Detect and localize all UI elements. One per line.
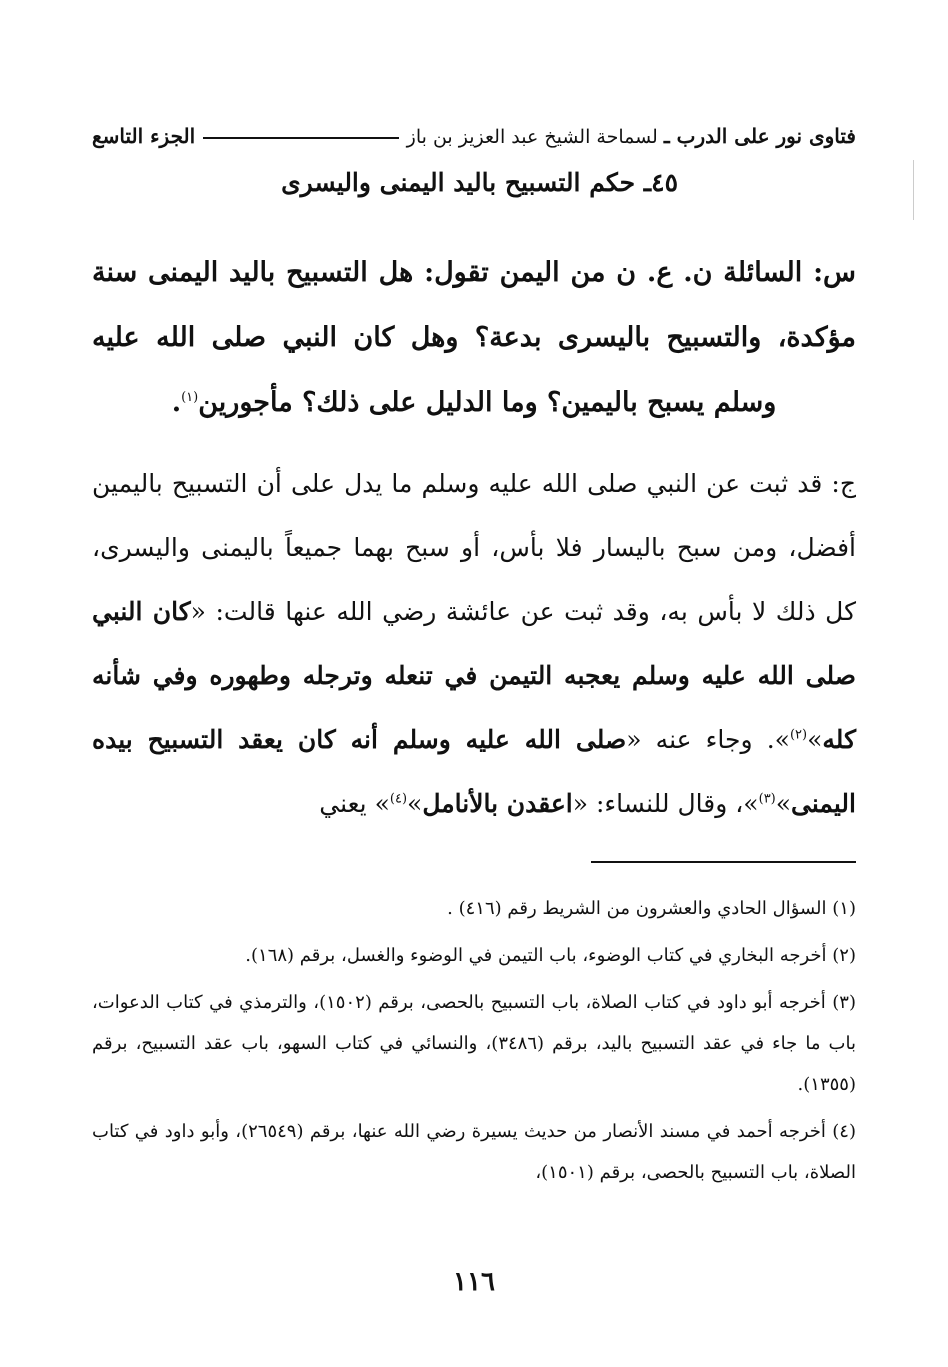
footnote-ref-1: (١) (181, 390, 199, 405)
footnotes (92, 888, 856, 1199)
hadith-quote-1: كان النبي صلى الله عليه وسلم يعجبه التيمن في تنعله وترجله وطهوره وفي شأنه كله (92, 597, 856, 754)
running-header (92, 108, 856, 148)
footnote-1: (١) السؤال الحادي والعشرون من الشريط رقم (٤١٦) . (447, 898, 856, 919)
page-edge-mark (913, 160, 914, 220)
question-paragraph (92, 240, 856, 435)
answer-text-4: » يعني (319, 789, 390, 818)
answer-text-2: ». وجاء عنه « (626, 725, 790, 754)
header-rule (203, 137, 399, 139)
question-end: . (171, 387, 182, 418)
question-text: س: السائلة ن. ع. ن من اليمن تقول: هل التسبيح باليد اليمنى سنة مؤكدة، والتسبيح باليسرى بدعة؟ وهل كان النبي صلى الله عليه وسلم يسبح باليمين؟ وما الدليل على ذلك؟ مأجورين (92, 257, 856, 418)
footnote-3: (٣) أخرجه أبو داود في كتاب الصلاة، باب التسبيح بالحصى، برقم (١٥٠٢)، والترمذي في كتاب الدعوات، باب ما جاء في عقد التسبيح باليد، برقم (٣٤٨٦)، والنسائي في كتاب السهو، باب عقد التسبيح، برقم (١٣٥٥). (92, 992, 856, 1095)
hadith-quote-3: اعقدن بالأنامل (422, 789, 573, 818)
answer-quote-close-2: » (775, 789, 792, 818)
hadith-quote-2: صلى الله عليه وسلم أنه كان يعقد التسبيح بيده اليمنى (92, 725, 856, 818)
answer-quote-close-1: » (807, 725, 823, 754)
footnote-4: (٤) أخرجه أحمد في مسند الأنصار من حديث يسيرة رضي الله عنها، برقم (٢٦٥٤٩)، وأبو داود في كتاب الصلاة، باب التسبيح بالحصى، برقم (١٥٠١)، (92, 1121, 856, 1183)
answer-text-1: ج: قد ثبت عن النبي صلى الله عليه وسلم ما يدل على أن التسبيح باليمين أفضل، ومن سبح باليسار فلا بأس، أو سبح بهما جميعاً باليمنى واليسرى، كل ذلك لا بأس به، وقد ثبت عن عائشة رضي الله عنها قالت: « (92, 469, 856, 626)
answer-quote-close-3: » (407, 789, 423, 818)
book-author: لسماحة الشيخ عبد العزيز بن باز (406, 126, 658, 148)
page-number: ١١٦ (453, 1267, 495, 1297)
footnote-ref-4: (٤) (389, 791, 408, 807)
footnote-2: (٢) أخرجه البخاري في كتاب الوضوء، باب التيمن في الوضوء والغسل، برقم (١٦٨). (245, 945, 856, 966)
book-part: الجزء التاسع (92, 124, 196, 148)
footnote-separator (591, 861, 856, 863)
fatwa-title: ٤٥ـ حكم التسبيح باليد اليمنى واليسرى (281, 168, 678, 197)
footnote-ref-2: (٢) (789, 727, 808, 743)
footnote-ref-3: (٣) (758, 791, 776, 807)
book-series-title: فتاوى نور على الدرب ـ (663, 124, 856, 148)
answer-paragraph (92, 452, 856, 836)
answer-text-3: »، وقال للنساء: « (572, 789, 759, 818)
